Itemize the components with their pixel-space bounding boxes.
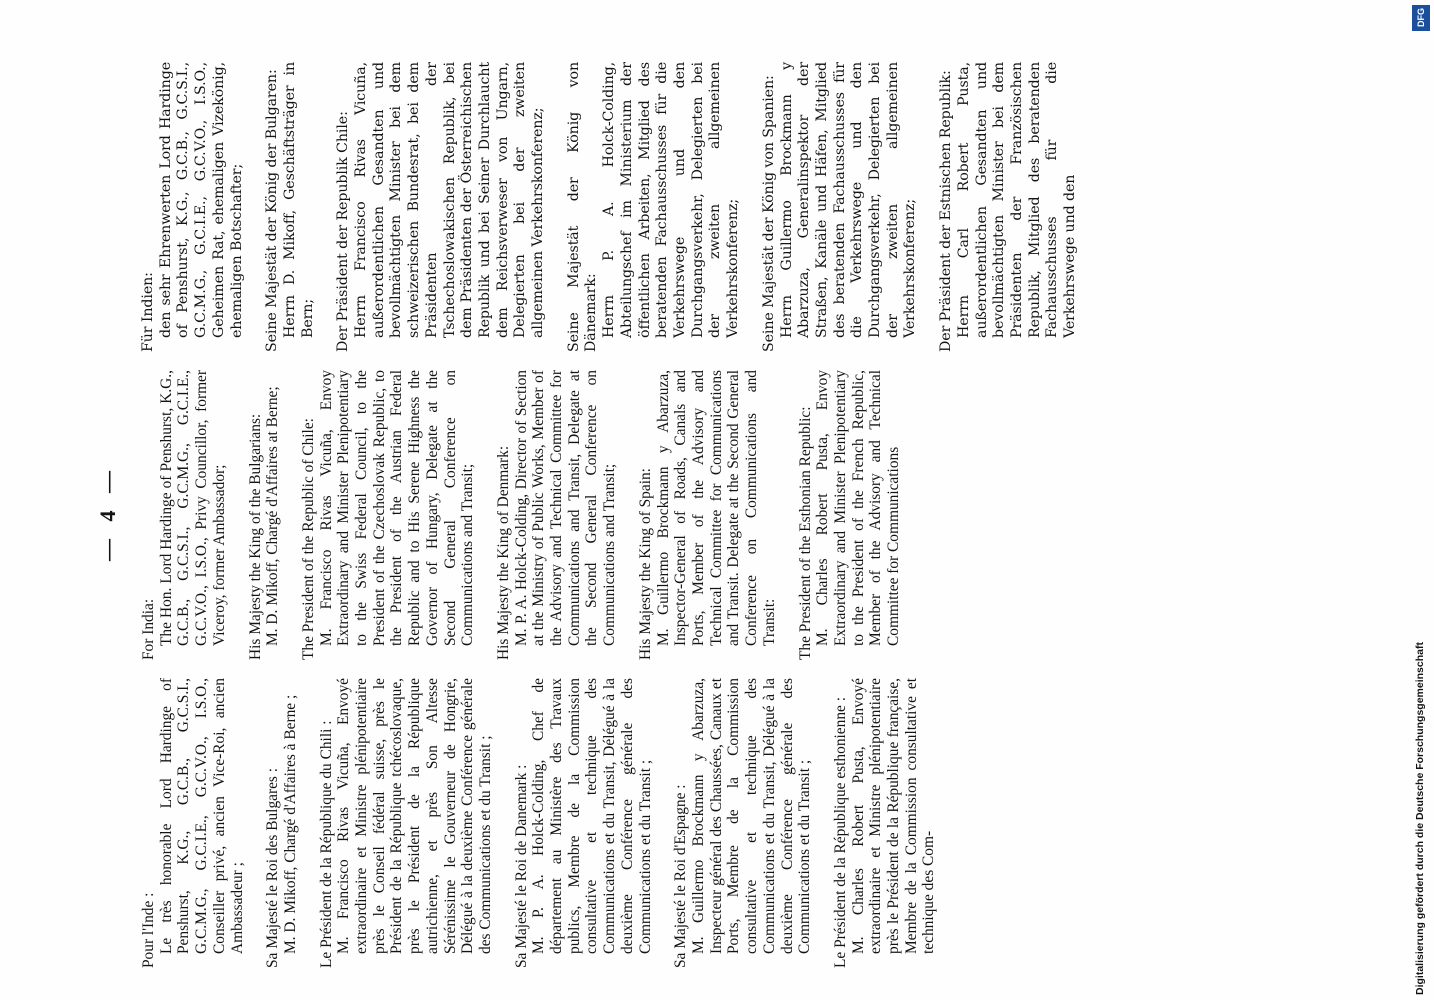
rotated-document <box>95 58 1310 968</box>
entry-head: His Majesty the King of the Bulgarians: <box>246 413 264 660</box>
entry-body: den sehr Ehrenwerten Lord Hardinge of Penshurst, K.G., G.C.B., G.C.S.I., G.C.M.G., G.C.I.E., G.C.V.O., I.S.O., Geheimen Rat, ehemaligen Vizekönig, ehemaligen Botschafter; <box>157 62 245 338</box>
entry-body: Herrn Francisco Rivas Vicuña, außerordentlichen Gesandten und bevollmächtigten Minister bei dem schweizerischen Bundesrat, bei dem Präsidenten der Tschechoslowakischen Republik, bei dem Präsidenten der Österreichischen Republik und bei Seiner Durchlaucht dem Reichsverweser von Ungarn, Delegierten bei der zweiten allgemeinen Verkehrskonferenz; <box>353 62 547 338</box>
entry-body: Herrn Guillermo Brockmann y Abarzuza, Generalinspektor der Straßen, Kanäle und Häfen, Mitglied des beratenden Fachausschusses für die Verkehrswege und den Durchgangsverkehr, Delegierten bei der zweiten allgemeinen Verkehrskonferenz; <box>778 62 919 338</box>
entry-head: Pour l'Inde : <box>140 892 157 968</box>
entry-head: His Majesty the King of Spain: <box>636 468 654 660</box>
entry-body: M. Charles Robert Pusta, Envoyé extraordinaire et Ministre plénipotentiaire près le Président de la République française, Membre de la Commission consultative et technique des Com- <box>849 678 938 954</box>
french-column <box>140 678 1300 968</box>
entry-body: Herrn P. A. Holck-Colding, Abteilungschef im Ministerium der öffentlichen Arbeiten, Mitglied des beratenden Fachausschusses für die Verkehrswege und den Durchgangsverkehr, Delegierten bei der zweiten allgemeinen Verkehrskonferenz; <box>601 62 742 338</box>
entry-body: M. P. A. Holck-Colding, Chef de département au Ministère des Travaux publics, Membre de la Commission consultative et technique des Communications et du Transit, Délégué à la deuxième Conférence générale des Communications et du Transit ; <box>530 678 654 954</box>
entry-estonia <box>832 678 938 968</box>
entry-bulgaria <box>264 62 317 352</box>
entry-body: M. D. Mikoff, Chargé d'Affaires at Berne; <box>264 386 282 646</box>
entry-head: Der Präsident der Republik Chile: <box>335 111 352 352</box>
entry-head: Seine Majestät der König der Bulgaren: <box>264 69 281 352</box>
dfg-logo: DFG <box>1412 5 1430 31</box>
entry-body: M. Guillermo Brockmann y Abarzuza, Inspector-General of Roads, Canals and Ports, Member of the Advisory and Technical Committee for Communications and Transit. Delegate at the Second General Conference on Communications and Transit: <box>654 370 778 646</box>
entry-head: Le Président de la République du Chili : <box>317 720 335 968</box>
entry-india <box>140 370 229 660</box>
entry-head: Sa Majesté le Roi de Danemark : <box>512 764 530 968</box>
entry-head: Sa Majesté le Roi des Bulgares : <box>264 767 282 968</box>
entry-denmark <box>513 678 655 968</box>
entry-bulgaria <box>264 678 299 968</box>
entry-india <box>140 62 246 352</box>
entry-spain <box>637 370 779 660</box>
entry-head: Für Indien: <box>140 272 156 352</box>
german-column <box>140 62 1300 352</box>
entry-head: Le Président de la République esthonienne : <box>831 697 849 968</box>
entry-body: M. Francisco Rivas Vicuña, Envoyé extraordinaire et Ministre plénipotentiaire près le Conseil fédéral suisse, près le Président de la République tchécoslovaque, près le Président de la République autrichienne, et près Son Altesse Sérénissime le Gouverneur de Hongrie, Délégué à la deuxième Conférence générale des Communications et du Transit ; <box>335 678 494 954</box>
entry-chile <box>318 678 495 968</box>
entry-body: M. D. Mikoff, Chargé d'Affaires à Berne ; <box>281 694 299 954</box>
three-language-columns <box>140 58 1300 968</box>
credit-text: Digitalisierung gefördert durch die Deutsche Forschungsgemeinschaft <box>1414 642 1426 995</box>
entry-body: Herrn D. Mikoff, Geschäftsträger in Bern; <box>281 62 316 338</box>
entry-denmark <box>495 370 619 660</box>
entry-head: Seine Majestät der König von Dänemark: <box>565 62 600 352</box>
entry-body: M. Francisco Rivas Vicuña, Envoy Extraordinary and Minister Plenipotentiary to the Swiss Federal Council, to the President of the Czechoslovak Republic, to the President of the Austrian Federal Republic and to His Serene Highness the Governor of Hungary, Delegate at the Second General Conference on Communications and Transit; <box>317 370 477 646</box>
page-number: — 4 — <box>95 465 120 561</box>
entry-bulgaria <box>247 370 282 660</box>
entry-body: The Hon. Lord Hardinge of Penshurst, K.G., G.C.B., G.C.S.I., G.C.M.G., G.C.I.E., G.C.V.O., I.S.O., Privy Councillor, former Viceroy, former Ambassador; <box>157 370 228 646</box>
entry-chile <box>335 62 547 352</box>
entry-body: Le très honorable Lord Hardinge of Penshurst, K.G., G.C.B., G.C.S.I., G.C.M.G., G.C.I.E., G.C.V.O., I.S.O., Conseiller privé, ancien Vice-Roi, ancien Ambassadeur ; <box>157 678 246 954</box>
entry-body: M. P. A. Holck-Colding, Director of Section at the Ministry of Public Works, Member of the Advisory and Technical Committee for Communications and Transit, Delegate at the Second General Conference on Communications and Transit; <box>512 370 619 646</box>
entry-head: Seine Majestät der König von Spanien: <box>760 75 777 352</box>
entry-india <box>140 678 246 968</box>
entry-spain <box>761 62 920 352</box>
entry-head: The President of the Esthonian Republic: <box>796 406 814 660</box>
entry-estonia <box>797 370 903 660</box>
entry-head: The President of the Republic of Chile: <box>299 418 317 660</box>
entry-head: His Majesty the King of Denmark: <box>494 445 512 660</box>
entry-denmark <box>566 62 743 352</box>
entry-spain <box>672 678 814 968</box>
entry-head: Der Präsident der Estnischen Republik: <box>938 70 955 352</box>
english-column <box>140 370 1300 660</box>
digitization-credit <box>1412 5 1432 995</box>
entry-chile <box>300 370 477 660</box>
entry-body: Herrn Carl Robert Pusta, außerordentlichen Gesandten und bevollmächtigten Minister bei dem Präsidenten der Französischen Republik, Mitglied des beratenden Fachausschusses für die Verkehrswege und den <box>955 62 1079 338</box>
entry-head: Sa Majesté le Roi d'Espagne : <box>672 784 690 968</box>
entry-estonia <box>938 62 1080 352</box>
entry-body: M. Charles Robert Pusta, Envoy Extraordinary and Minister Plenipotentiary to the President of the French Republic, Member of the Advisory and Technical Committee for Communications <box>814 370 903 646</box>
entry-body: M. Guillermo Brockmann y Abarzuza, Inspecteur général des Chaussées, Canaux et Ports, Membre de la Commission consultative et technique des Communications et du Transit, Délégué à la deuxième Conférence générale des Communications et du Transit ; <box>689 678 814 954</box>
entry-head: For India: <box>140 598 157 660</box>
